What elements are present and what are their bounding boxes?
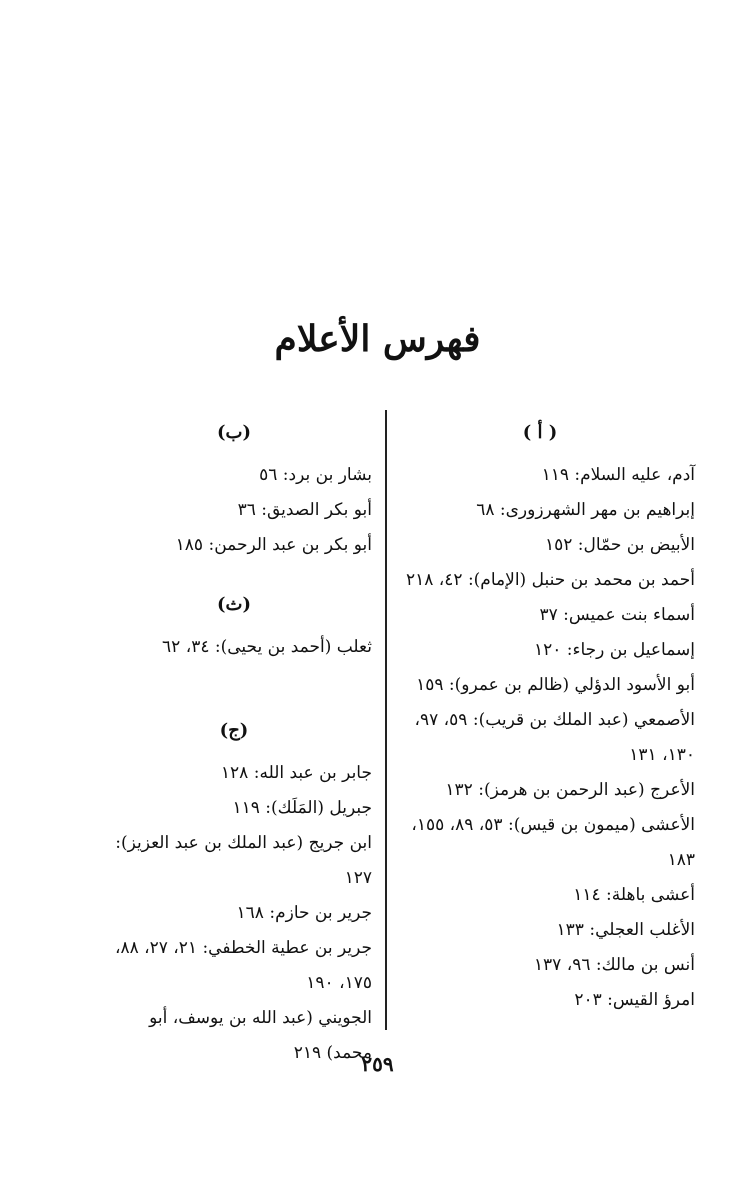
index-entry: جبريل (المَلَك): ١١٩: [232, 798, 372, 818]
index-entry: الأعشى (ميمون بن قيس): ٥٣، ٨٩، ١٥٥، ١٨٣: [411, 815, 695, 870]
index-entry: أبو الأسود الدؤلي (ظالم بن عمرو): ١٥٩: [416, 675, 695, 695]
index-entry: امرؤ القيس: ٢٠٣: [574, 990, 695, 1010]
index-entry: ثعلب (أحمد بن يحيى): ٣٤، ٦٢: [162, 637, 372, 657]
index-entry: الأغلب العجلي: ١٣٣: [556, 920, 695, 940]
section-letter-tha: (ث): [217, 594, 251, 615]
index-entry: أسماء بنت عميس: ٣٧: [539, 605, 695, 625]
index-entry: أعشى باهلة: ١١٤: [573, 885, 695, 905]
index-entry: إبراهيم بن مهر الشهرزورى: ٦٨: [476, 500, 695, 520]
index-entry: إسماعيل بن رجاء: ١٢٠: [533, 640, 695, 660]
index-entry: بشار بن برد: ٥٦: [259, 465, 372, 485]
page-number: ٢٥٩: [361, 1052, 394, 1076]
index-entry: الجويني (عبد الله بن يوسف، أبو محمد) ٢١٩: [149, 1008, 372, 1063]
index-entry: أنس بن مالك: ٩٦، ١٣٧: [533, 955, 695, 975]
section-letter-ba: (ب): [217, 422, 251, 443]
column-divider: [385, 410, 387, 1030]
index-column-ba-tha-jim: [110, 415, 372, 1071]
index-entry: ابن جريج (عبد الملك بن عبد العزيز): ١٢٧: [115, 833, 372, 888]
index-entry: أبو بكر بن عبد الرحمن: ١٨٥: [175, 535, 372, 555]
page-title: فهرس الأعلام: [274, 318, 481, 360]
index-entry: آدم، عليه السلام: ١١٩: [541, 465, 695, 485]
index-entry: الأعرج (عبد الرحمن بن هرمز): ١٣٢: [445, 780, 695, 800]
section-letter-alif: ( أ ): [522, 422, 558, 443]
section-letter-jim: (ج): [219, 720, 249, 741]
index-entry: جرير بن حازم: ١٦٨: [236, 903, 372, 923]
index-entry: الأبيض بن حمّال: ١٥٢: [545, 535, 695, 555]
index-entry: أبو بكر الصديق: ٣٦: [237, 500, 372, 520]
index-entry: أحمد بن محمد بن حنبل (الإمام): ٤٢، ٢١٨: [405, 570, 695, 590]
index-entry: جابر بن عبد الله: ١٢٨: [220, 763, 372, 783]
index-column-alif: [405, 415, 695, 1018]
index-entry: الأصمعي (عبد الملك بن قريب): ٥٩، ٩٧، ١٣٠، ١٣١: [414, 710, 695, 765]
index-entry: جرير بن عطية الخطفي: ٢١، ٢٧، ٨٨، ١٧٥، ١٩٠: [114, 938, 372, 993]
